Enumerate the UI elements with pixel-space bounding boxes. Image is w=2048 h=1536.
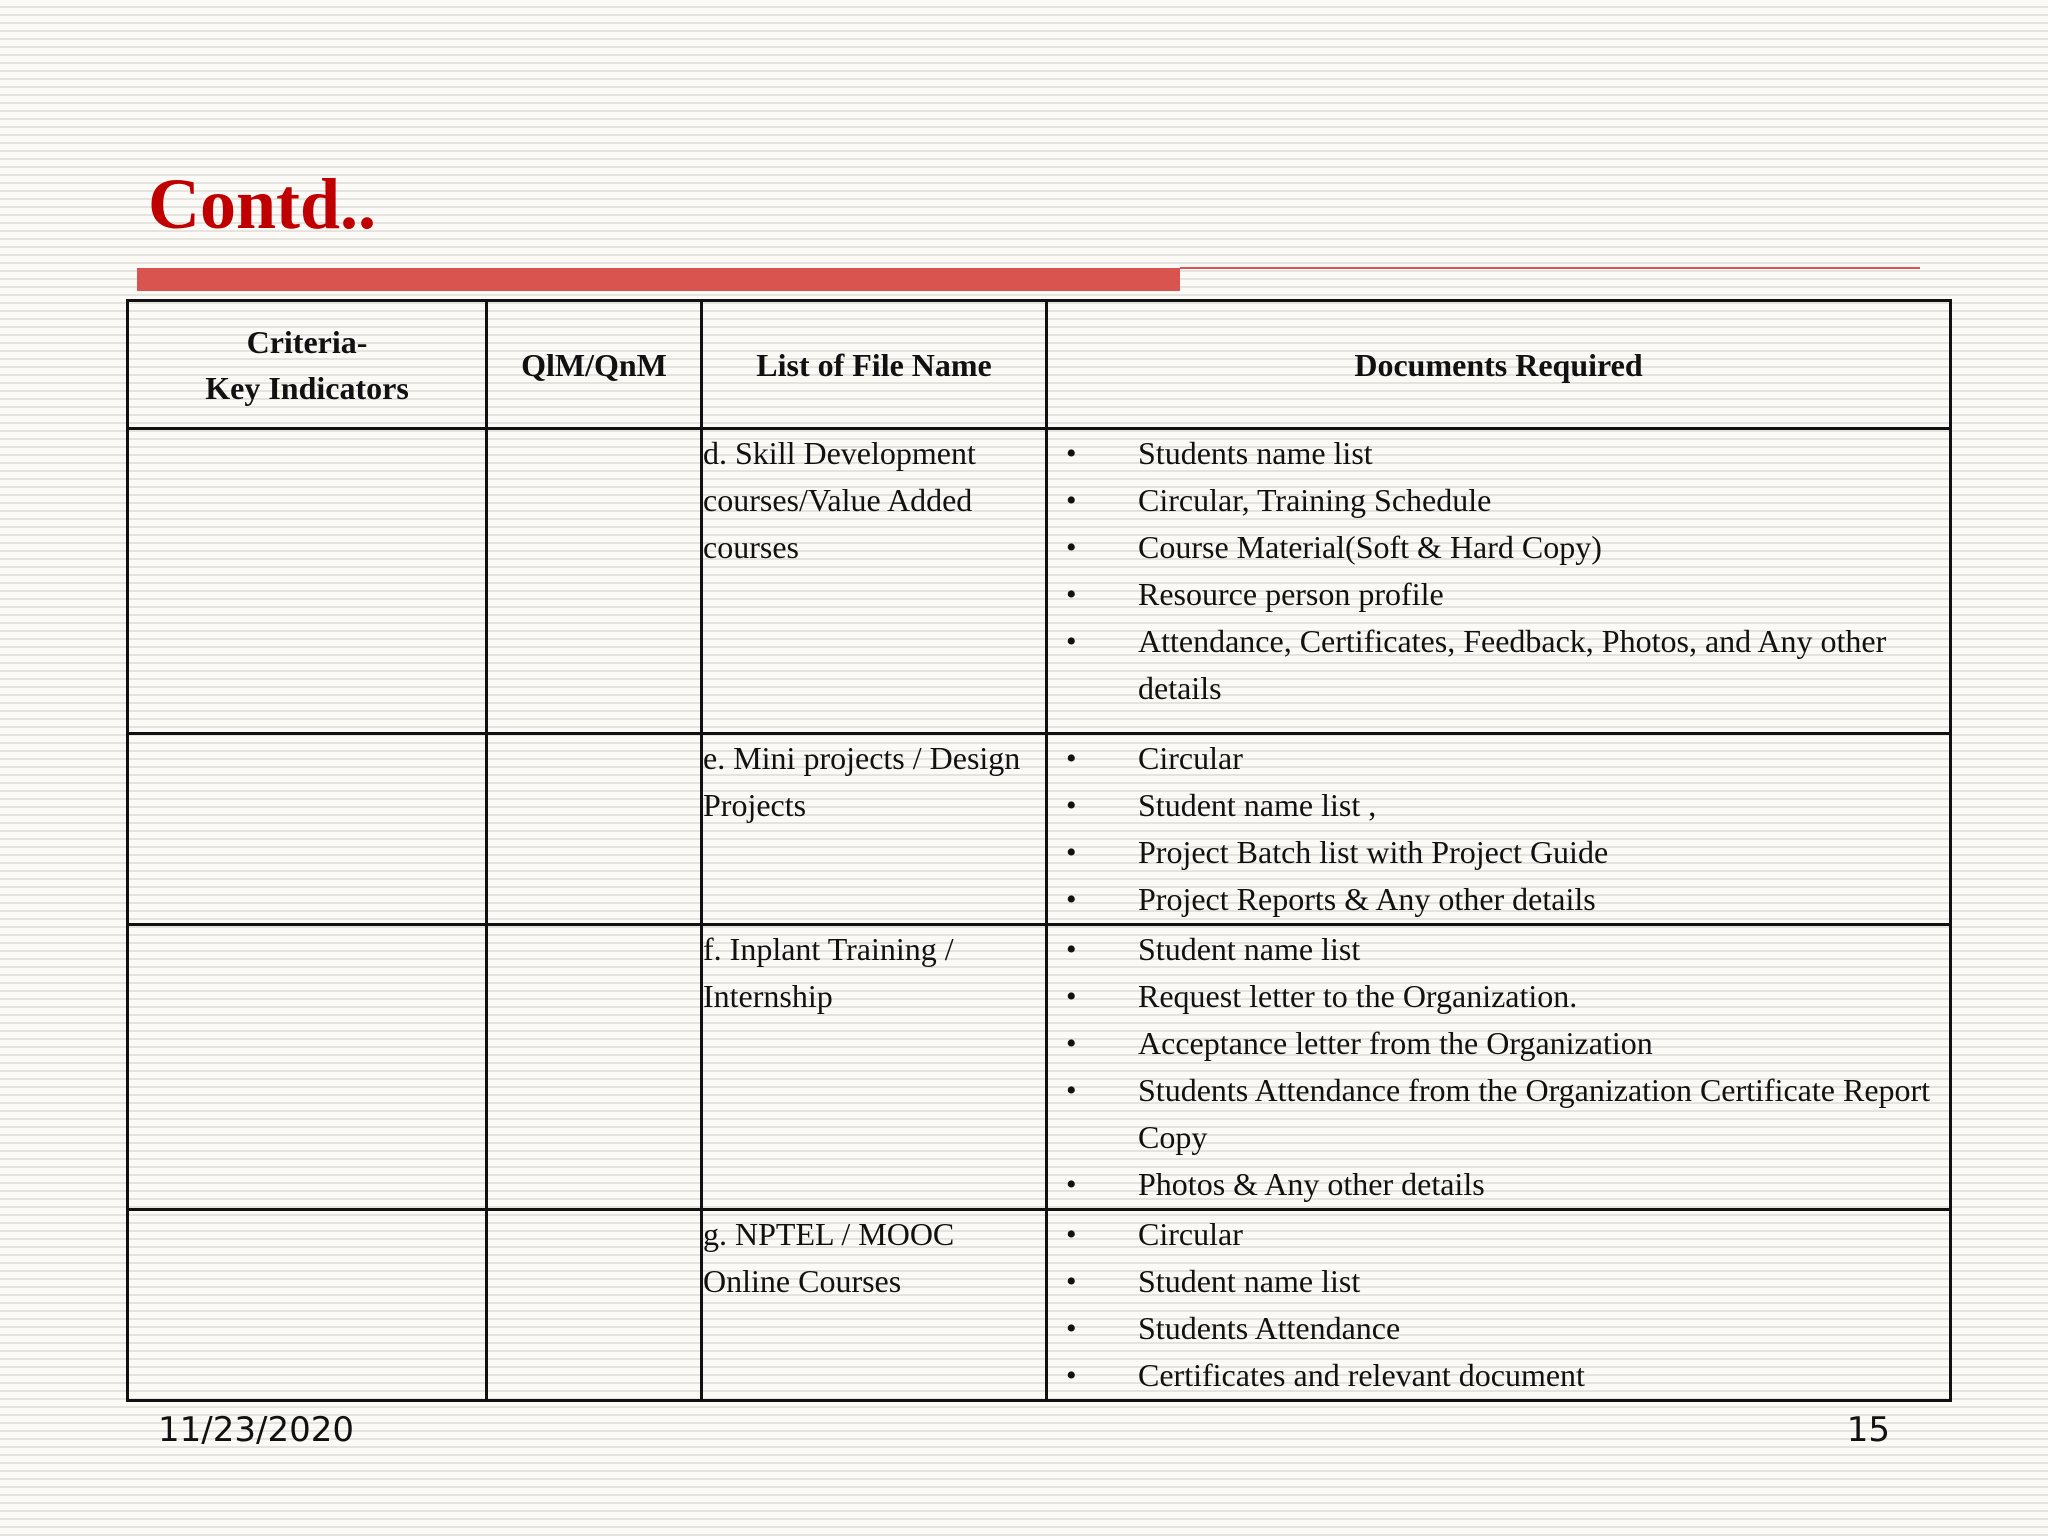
- file-name-cell: f. Inplant Training / Internship: [702, 925, 1047, 1210]
- title-underline-bar: [137, 268, 1180, 291]
- bullet-icon: •: [1066, 1265, 1077, 1298]
- qlm-cell: [487, 734, 702, 925]
- list-item: [1048, 973, 1949, 1020]
- slide-date: 11/23/2020: [158, 1410, 354, 1450]
- list-item: [1048, 524, 1949, 571]
- list-item: [1048, 1352, 1949, 1399]
- document-text: Request letter to the Organization.: [1138, 978, 1578, 1014]
- list-item: [1048, 1305, 1949, 1352]
- qlm-cell: [487, 925, 702, 1210]
- document-text: Course Material(Soft & Hard Copy): [1138, 529, 1602, 565]
- qlm-cell: [487, 1210, 702, 1401]
- document-text: Student name list: [1138, 1263, 1361, 1299]
- document-text: Circular, Training Schedule: [1138, 482, 1492, 518]
- list-item: [1048, 1258, 1949, 1305]
- list-item: [1048, 876, 1949, 923]
- header-criteria-line2: Key Indicators: [205, 369, 409, 406]
- documents-cell: [1047, 429, 1951, 734]
- bullet-icon: •: [1066, 484, 1077, 517]
- table-row: [128, 1210, 1951, 1401]
- list-item: [1048, 430, 1949, 477]
- document-text: Project Reports & Any other details: [1138, 881, 1596, 917]
- bullet-icon: •: [1066, 1312, 1077, 1345]
- qlm-cell: [487, 429, 702, 734]
- document-text: Students Attendance: [1138, 1310, 1401, 1346]
- documents-list: [1048, 1211, 1949, 1399]
- header-criteria: [128, 301, 487, 429]
- criteria-cell: [128, 429, 487, 734]
- document-text: Photos & Any other details: [1138, 1166, 1485, 1202]
- criteria-cell: [128, 734, 487, 925]
- documents-cell: [1047, 734, 1951, 925]
- table-header-row: [128, 301, 1951, 429]
- table-row: [128, 734, 1951, 925]
- document-text: Circular: [1138, 740, 1243, 776]
- document-text: Project Batch list with Project Guide: [1138, 834, 1609, 870]
- list-item: [1048, 735, 1949, 782]
- bullet-icon: •: [1066, 933, 1077, 966]
- bullet-icon: •: [1066, 1074, 1077, 1107]
- table-row: [128, 925, 1951, 1210]
- list-item: [1048, 477, 1949, 524]
- documents-list: [1048, 430, 1949, 712]
- list-item: [1048, 829, 1949, 876]
- header-file-name: List of File Name: [702, 301, 1047, 429]
- list-item: [1048, 1211, 1949, 1258]
- document-text: Circular: [1138, 1216, 1243, 1252]
- header-documents-required: Documents Required: [1047, 301, 1951, 429]
- bullet-icon: •: [1066, 578, 1077, 611]
- documents-cell: [1047, 1210, 1951, 1401]
- list-item: [1048, 1161, 1949, 1208]
- bullet-icon: •: [1066, 531, 1077, 564]
- documents-table: [126, 299, 1952, 1402]
- bullet-icon: •: [1066, 742, 1077, 775]
- documents-list: [1048, 735, 1949, 923]
- list-item: [1048, 571, 1949, 618]
- file-name-cell: g. NPTEL / MOOC Online Courses: [702, 1210, 1047, 1401]
- bullet-icon: •: [1066, 1027, 1077, 1060]
- document-text: Acceptance letter from the Organization: [1138, 1025, 1653, 1061]
- list-item: [1048, 1020, 1949, 1067]
- file-name-cell: d. Skill Development courses/Value Added courses: [702, 429, 1047, 734]
- documents-list: [1048, 926, 1949, 1208]
- file-name-cell: e. Mini projects / Design Projects: [702, 734, 1047, 925]
- bullet-icon: •: [1066, 1168, 1077, 1201]
- criteria-cell: [128, 1210, 487, 1401]
- header-qlm-qnm: QlM/QnM: [487, 301, 702, 429]
- document-text: Resource person profile: [1138, 576, 1444, 612]
- list-item: [1048, 618, 1949, 712]
- list-item: [1048, 1067, 1949, 1161]
- slide-page-number: 15: [1846, 1410, 1890, 1450]
- header-criteria-line1: Criteria-: [246, 323, 368, 360]
- list-item: [1048, 782, 1949, 829]
- bullet-icon: •: [1066, 836, 1077, 869]
- bullet-icon: •: [1066, 1218, 1077, 1251]
- slide-title: Contd..: [148, 164, 377, 244]
- list-item: [1048, 926, 1949, 973]
- bullet-icon: •: [1066, 1359, 1077, 1392]
- document-text: Students Attendance from the Organization Certificate Report Copy: [1138, 1072, 1931, 1155]
- bullet-icon: •: [1066, 789, 1077, 822]
- document-text: Students name list: [1138, 435, 1373, 471]
- bullet-icon: •: [1066, 625, 1077, 658]
- documents-cell: [1047, 925, 1951, 1210]
- bullet-icon: •: [1066, 883, 1077, 916]
- bullet-icon: •: [1066, 980, 1077, 1013]
- title-underline-rule: [1180, 267, 1920, 269]
- bullet-icon: •: [1066, 437, 1077, 470]
- criteria-cell: [128, 925, 487, 1210]
- document-text: Student name list ,: [1138, 787, 1377, 823]
- document-text: Student name list: [1138, 931, 1361, 967]
- document-text: Attendance, Certificates, Feedback, Photos, and Any other details: [1138, 623, 1887, 706]
- table-row: [128, 429, 1951, 734]
- document-text: Certificates and relevant document: [1138, 1357, 1585, 1393]
